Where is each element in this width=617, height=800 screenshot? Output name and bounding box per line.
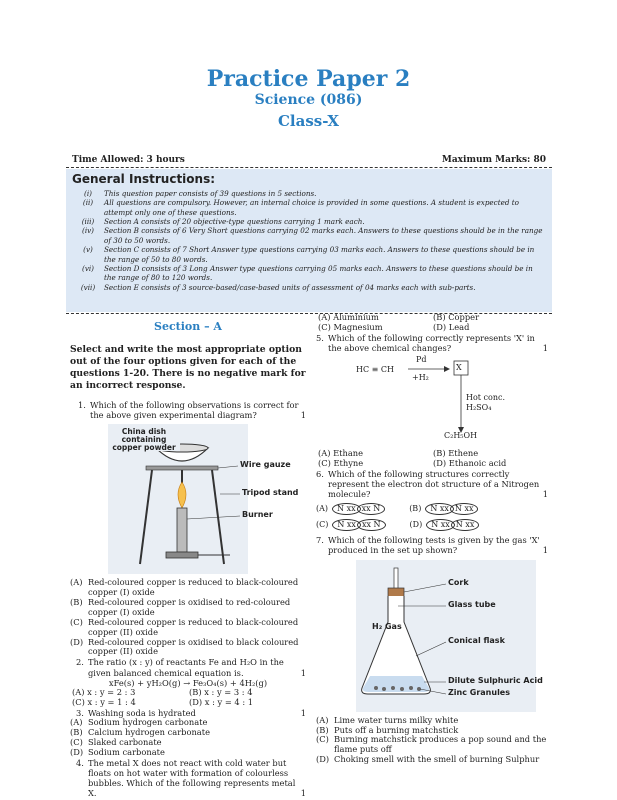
option: (B) Puts off a burning matchstick: [316, 724, 459, 735]
options-grid: [316, 449, 548, 469]
option: (B) Calcium hydrogen carbonate: [70, 726, 211, 737]
option: (C) Ethyne: [318, 458, 364, 469]
option: (B) Ethene: [433, 448, 479, 459]
option: (A) x : y = 2 : 3: [72, 686, 136, 697]
product: C₂H₅OH: [444, 431, 478, 441]
divider: [66, 167, 552, 168]
label-glass-tube: Glass tube: [448, 599, 496, 609]
instruction-item: (iii) Section A consists of 20 objective-type questions carrying 1 mark each.: [81, 217, 365, 227]
instruction-item: (vii) Section E consists of 3 source-based/case-based units of assessment of 04 marks each with sub-parts.: [80, 282, 476, 292]
general-instructions: [66, 169, 552, 312]
lewis-option-c: (C) N xx xx N: [316, 519, 384, 531]
label-burner: Burner: [242, 509, 273, 519]
option: (D) Choking smell with the smell of burning Sulphur: [316, 754, 540, 765]
option: (B) Copper: [433, 312, 480, 322]
lewis-options-row-1: [316, 503, 548, 515]
question-7: 7. Which of the following tests is given by the gas 'X' produced in the set up shown? 1: [316, 535, 548, 556]
option: (D) Lead: [433, 321, 470, 332]
instruction-item: (vi) Section D consists of 3 Long Answer type questions carrying 05 marks each. Answers to these questions should be in the range of 80 to 120 words.: [82, 263, 533, 283]
option: (A) Ethane: [318, 448, 364, 459]
section-instruction: Select and write the most appropriate option out of the four options given for each of the questions 1-20. There is no negative mark for an incorrect response.: [70, 343, 306, 391]
options-grid: [70, 688, 306, 708]
option: (C) Red-coloured copper is reduced to black-coloured copper (II) oxide: [70, 616, 299, 637]
heating-apparatus-diagram: [70, 424, 306, 574]
question-2: 2. The ratio (x : y) of reactants Fe and H₂O in the given balanced chemical equation is. 1: [76, 657, 306, 678]
marks: 1: [542, 343, 548, 354]
option: (D) x : y = 4 : 1: [189, 696, 254, 707]
marks: 1: [300, 667, 306, 678]
marks: 1: [542, 489, 548, 500]
option: (C) Burning matchstick produces a pop sound and the flame puts off: [316, 734, 547, 755]
lewis-option-b: (B) N xx N xx: [409, 503, 476, 515]
label-wire-gauze: Wire gauze: [240, 459, 291, 469]
reaction-arrows: [316, 353, 548, 439]
label-dilute-acid: Dilute Sulphuric Acid: [448, 675, 543, 685]
catalyst: Pd: [416, 355, 427, 365]
lewis-options-row-2: [316, 519, 548, 531]
question-4: 4. The metal X does not react with cold water but floats on hot water with formation of colourless bubbles. Which of the following represents metal X. 1: [76, 757, 306, 799]
right-column: [316, 313, 548, 765]
instruction-item: (v) Section C consists of 7 Short Answer type questions carrying 03 marks each. Answers to these questions should be in the range of 50 to 80 words.: [83, 245, 535, 264]
time-allowed: Time Allowed: 3 hours: [72, 155, 185, 165]
option: (A) Sodium hydrogen carbonate: [70, 717, 208, 727]
marks: 1: [300, 707, 306, 718]
left-column: [70, 318, 306, 798]
marks: 1: [542, 545, 548, 556]
option: (D) Sodium carbonate: [70, 746, 165, 757]
reaction-scheme: [316, 353, 548, 439]
option: (D) Ethanoic acid: [433, 458, 507, 469]
option: (C) Magnesium: [318, 321, 383, 332]
question-1: 1. Which of the following observations is correct for the above given experimental diagram? 1: [78, 399, 306, 420]
option: (A) Aluminium: [318, 312, 379, 322]
question-5: 5. Which of the following correctly represents 'X' in the above chemical changes? 1: [316, 332, 548, 354]
option: (A) Red-coloured copper is reduced to black-coloured copper (I) oxide: [70, 576, 299, 597]
label-conical-flask: Conical flask: [448, 635, 505, 645]
page-title: Practice Paper 2: [206, 66, 411, 92]
maximum-marks: Maximum Marks: 80: [441, 155, 546, 165]
hydrogen-reagent: +H₂: [412, 373, 429, 383]
instructions-list: [72, 189, 546, 292]
option: (C) x : y = 1 : 4: [72, 696, 136, 707]
instructions-heading: General Instructions:: [72, 172, 216, 186]
marks: 1: [300, 409, 306, 420]
hydrogen-gas-apparatus-diagram: [316, 560, 548, 712]
acid-line-2: H₂SO₄: [466, 403, 492, 413]
option: (D) Red-coloured copper is oxidised to black coloured copper (II) oxide: [70, 636, 299, 657]
label-zinc-granules: Zinc Granules: [448, 687, 510, 697]
label-cork: Cork: [448, 577, 469, 587]
exam-meta: [72, 155, 546, 166]
chemical-equation: xFe(s) + yH₂O(g) → Fe₃O₄(s) + 4H₂(g): [108, 677, 268, 688]
class-label: Class-X: [277, 112, 340, 130]
question-3: 3. Washing soda is hydrated 1: [76, 707, 306, 718]
apparatus-illustration: [70, 424, 306, 574]
section-heading: Section – A: [154, 320, 222, 333]
label-h2-gas: H₂ Gas: [372, 621, 402, 631]
unknown-x: X: [456, 363, 462, 373]
instruction-item: (i) This question paper consists of 39 questions in 5 sections.: [84, 189, 317, 198]
instruction-item: (ii) All questions are compulsory. However, an internal choice is provided in some questions. A student is expected to attempt only one of these questions.: [82, 198, 519, 217]
label-china-dish: China dish containing copper powder: [108, 428, 180, 452]
marks: 1: [300, 788, 306, 799]
lewis-option-d: (D) N xx N xx: [410, 519, 478, 531]
option: (A) Lime water turns milky white: [316, 714, 459, 725]
reactant: HC ≡ CH: [356, 365, 394, 375]
label-tripod-stand: Tripod stand: [242, 487, 299, 497]
subject-code: Science (086): [254, 92, 363, 108]
option: (B) Red-coloured copper is oxidised to red-coloured copper (I) oxide: [70, 596, 291, 617]
instruction-item: (iv) Section B consists of 6 Very Short questions carrying 02 marks each. Answers to these questions should be in the range of 30 to 50 words.: [82, 226, 543, 245]
option: (C) Slaked carbonate: [70, 736, 162, 747]
flask-illustration: [316, 560, 548, 712]
acid-line-1: Hot conc.: [466, 393, 506, 403]
options-grid: [316, 313, 548, 333]
question-6: 6. Which of the following structures correctly represent the electron dot structure of a Nitrogen molecule? 1: [316, 469, 548, 500]
option: (B) x : y = 3 : 4: [189, 686, 253, 697]
lewis-option-a: (A) N xx xx N: [316, 503, 383, 515]
